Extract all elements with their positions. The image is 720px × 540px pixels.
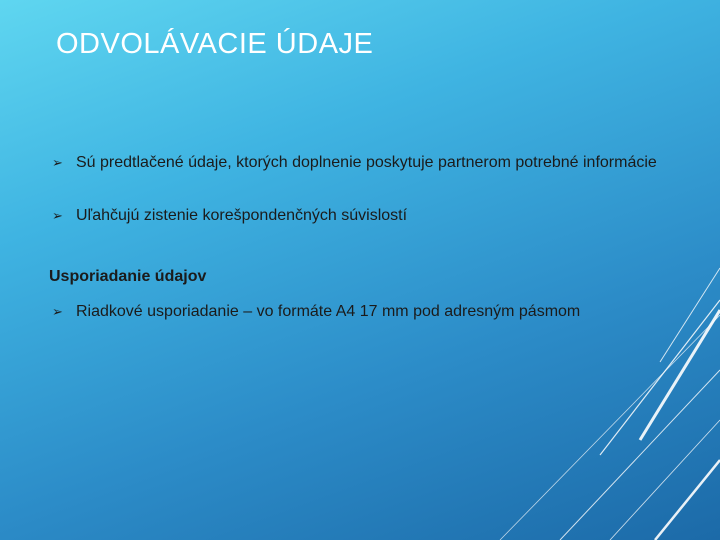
decor-line <box>660 268 720 362</box>
decor-line <box>640 310 720 440</box>
slide-title: ODVOLÁVACIE ÚDAJE <box>56 28 374 60</box>
bullet-text: Uľahčujú zistenie korešpondenčných súvislostí <box>76 207 408 224</box>
decor-line <box>560 370 720 540</box>
bullet-text: Sú predtlačené údaje, ktorých doplnenie poskytuje partnerom potrebné informácie <box>76 154 657 171</box>
decor-line <box>655 460 720 540</box>
bullet-text: Riadkové usporiadanie – vo formáte A4 17 mm pod adresným pásmom <box>76 303 581 320</box>
decor-line <box>600 300 720 455</box>
arrow-bullet-icon: ➢ <box>52 304 63 319</box>
decor-line <box>500 315 720 540</box>
section-subheading: Usporiadanie údajov <box>49 268 207 285</box>
arrow-bullet-icon: ➢ <box>52 155 63 170</box>
arrow-bullet-icon: ➢ <box>52 208 63 223</box>
